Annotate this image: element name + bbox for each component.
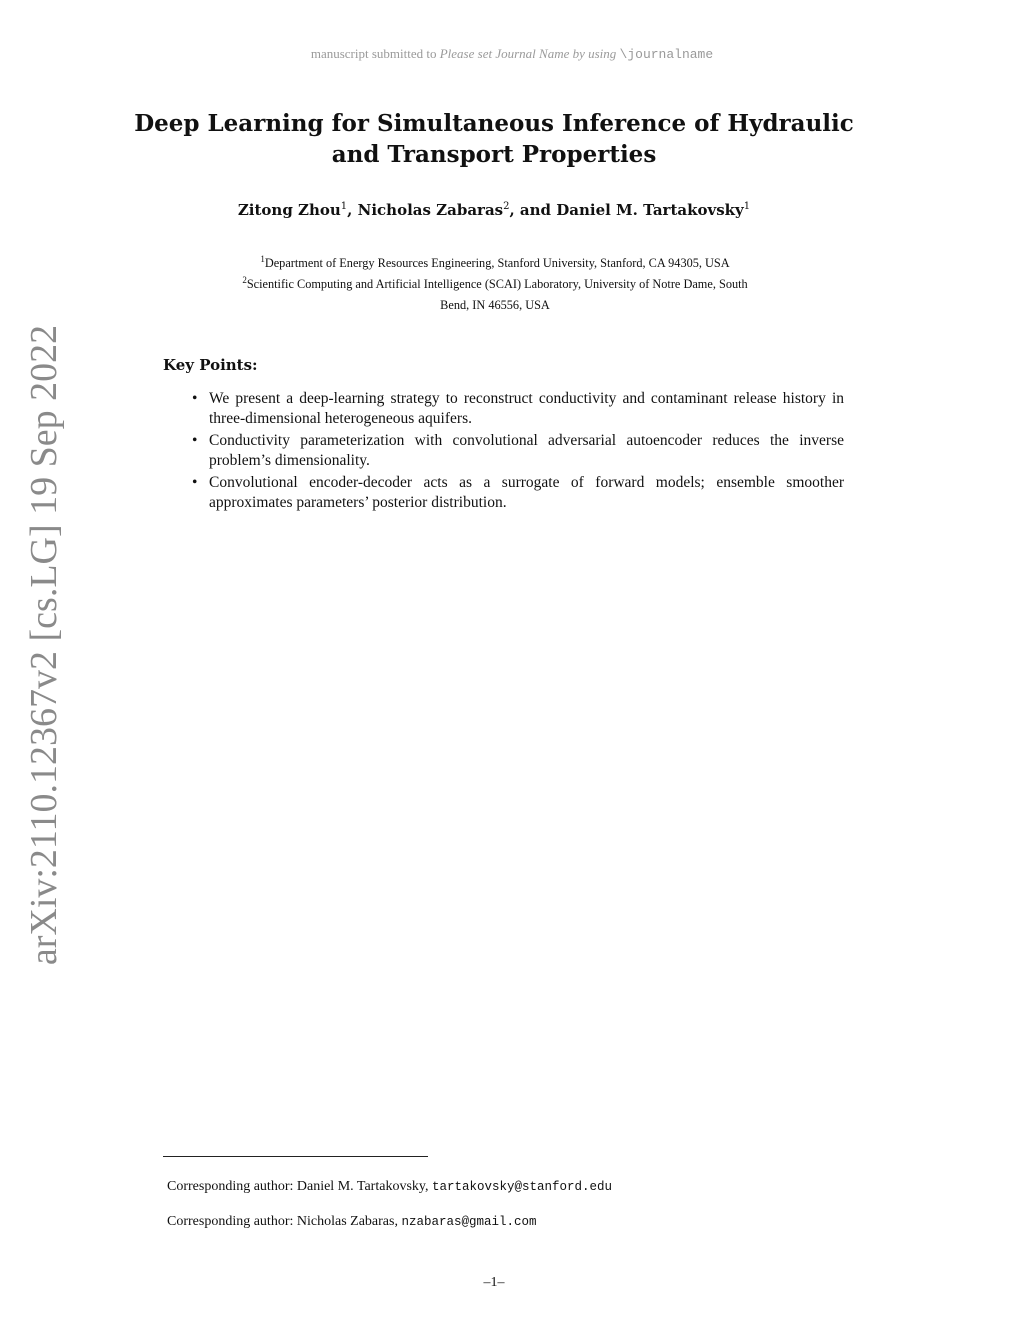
title-line-2: and Transport Properties <box>331 141 657 168</box>
author-list <box>0 201 988 219</box>
affiliation-2-continued: Bend, IN 46556, USA <box>440 298 550 313</box>
author-affil-sup: 1 <box>340 201 348 212</box>
author-name: Zitong Zhou <box>237 201 341 219</box>
footnote-author-name: Nicholas Zabaras, <box>296 1214 402 1229</box>
key-point-text: We present a deep-learning strategy to reconstruct conductivity and contaminant release history in three-dimensional heterogeneous aquifers. <box>209 390 844 427</box>
affiliation-sup: 2 <box>242 275 247 286</box>
bullet-icon: • <box>192 432 198 449</box>
footnote-email-link[interactable]: tartakovsky@stanford.edu <box>431 1180 613 1194</box>
footnote-corresponding-author <box>167 1214 536 1230</box>
key-point-item <box>190 473 844 513</box>
header-journal: Please set Journal Name by using <box>439 46 620 61</box>
author-name: Nicholas Zabaras <box>357 201 504 219</box>
affiliations <box>150 251 840 314</box>
author-affil-sup: 2 <box>503 201 510 212</box>
affiliation-text: Department of Energy Resources Engineering, Stanford University, Stanford, CA 94305, USA <box>264 256 730 271</box>
affiliation-2 <box>150 272 840 293</box>
page-number: –1– <box>483 1275 505 1290</box>
bullet-icon: • <box>192 390 198 407</box>
footnote-corresponding-author <box>167 1179 612 1195</box>
bullet-icon: • <box>192 474 198 491</box>
key-point-item <box>190 431 844 471</box>
arxiv-stamp: arXiv:2110.12367v2 [cs.LG] 19 Sep 2022 <box>23 324 65 966</box>
header-prefix: manuscript submitted to <box>310 46 440 61</box>
running-header <box>0 46 1024 62</box>
author-affil-sup: 1 <box>743 201 751 212</box>
affiliation-1 <box>150 251 840 272</box>
affiliation-text: Scientific Computing and Artificial Intelligence (SCAI) Laboratory, University of Notre Dame, South <box>246 277 748 292</box>
key-point-item <box>190 389 844 429</box>
footnote-email-link[interactable]: nzabaras@gmail.com <box>401 1215 537 1229</box>
author-separator: , <box>347 201 358 219</box>
paper-title <box>130 108 858 170</box>
key-points-list <box>190 389 844 515</box>
affiliation-sup: 1 <box>260 254 265 264</box>
footnote-label: Corresponding author: <box>167 1214 297 1229</box>
footnote-label: Corresponding author: <box>167 1179 297 1194</box>
author-separator: , and <box>509 201 557 219</box>
footnote-author-name: Daniel M. Tartakovsky, <box>296 1179 432 1194</box>
key-point-text: Convolutional encoder-decoder acts as a surrogate of forward models; ensemble smoother approximates parameters’ posterior distribution. <box>209 474 844 511</box>
footnote-divider <box>163 1156 428 1157</box>
key-point-text: Conductivity parameterization with convolutional adversarial autoencoder reduces the inverse problem’s dimensionality. <box>209 432 844 469</box>
title-line-1: Deep Learning for Simultaneous Inference of Hydraulic <box>134 110 854 137</box>
author-name: Daniel M. Tartakovsky <box>556 201 744 219</box>
key-points-heading: Key Points: <box>163 356 258 374</box>
header-command: \journalname <box>619 47 714 62</box>
